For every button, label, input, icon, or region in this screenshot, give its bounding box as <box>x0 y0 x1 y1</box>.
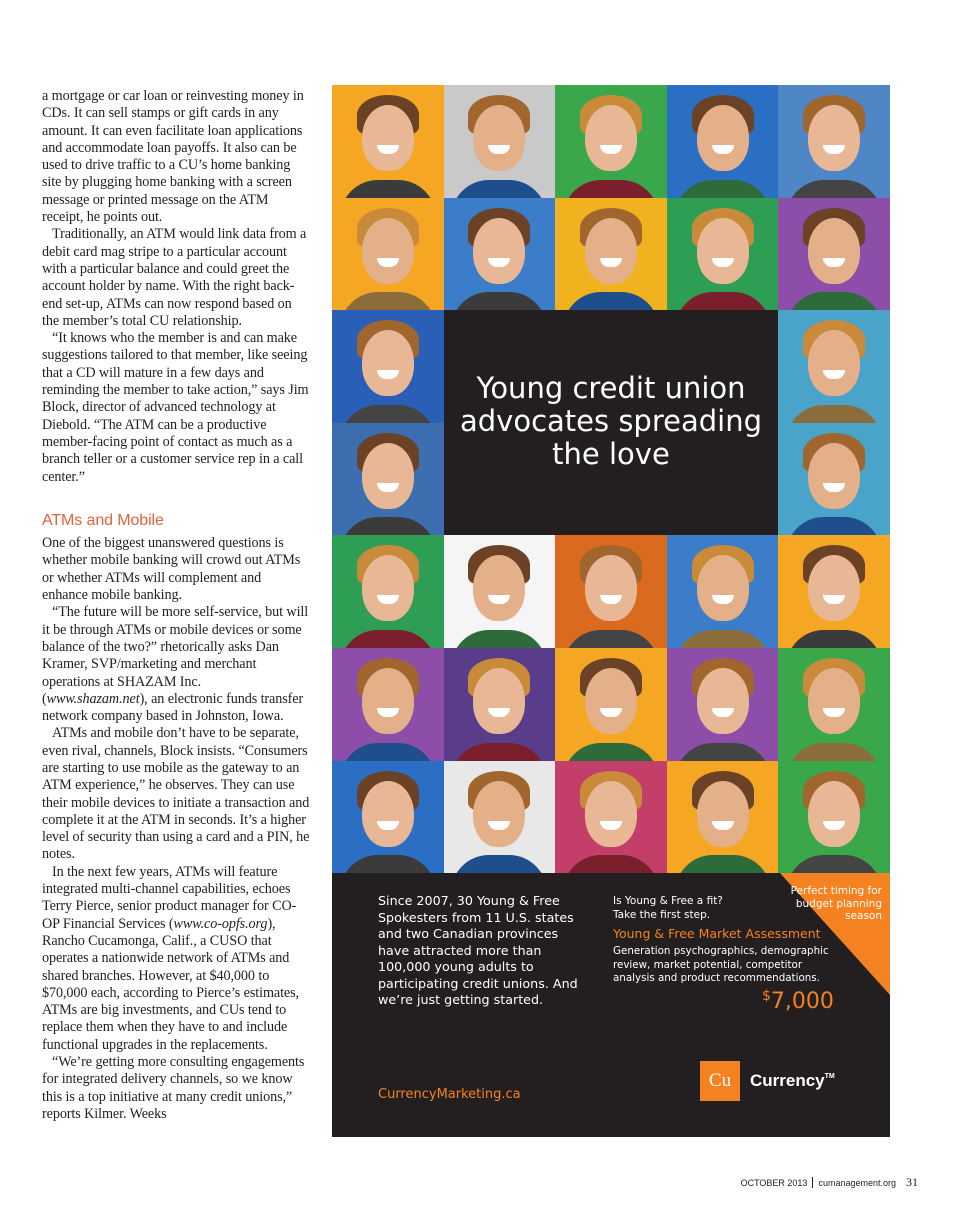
page-footer <box>741 1175 918 1190</box>
fit-line: Take the first step. <box>613 908 711 921</box>
spokester-photo <box>444 85 556 198</box>
price-symbol: $ <box>762 988 771 1004</box>
fit-question <box>613 895 793 922</box>
spokester-photo <box>332 198 444 311</box>
shazam-link[interactable]: www.shazam.net <box>46 690 140 707</box>
spokester-photo <box>444 648 556 761</box>
currency-advertisement <box>332 85 890 1137</box>
spokester-photo <box>778 761 890 874</box>
footer-site[interactable]: cumanagement.org <box>818 1178 896 1188</box>
spokester-photo <box>778 310 890 423</box>
spokester-photo <box>555 198 667 311</box>
ad-info-panel <box>332 873 890 1137</box>
spokester-photo <box>332 535 444 648</box>
assessment-title: Young & Free Market Assessment <box>613 926 821 941</box>
page-number: 31 <box>906 1175 918 1189</box>
article-text: In the next few years, ATMs will feature integrated multi-channel capabilities, echoes Terry Pierce, senior product manager for CO-OP Financial Services ( <box>42 863 297 932</box>
article-paragraph: Traditionally, an ATM would link data from a debit card mag stripe to a particular account with a particular balance and could greet the account holder by name. With the right back-end set-up, ATMs can now respond based on the member’s total CU relationship. <box>42 226 307 329</box>
spokester-photo <box>444 535 556 648</box>
spokester-photo <box>332 648 444 761</box>
spokester-photo <box>667 535 779 648</box>
currency-logo-icon: Cu <box>700 1061 740 1101</box>
currency-marketing-link[interactable]: CurrencyMarketing.ca <box>378 1087 521 1102</box>
section-heading: ATMs and Mobile <box>42 511 164 529</box>
article-paragraph <box>42 864 310 1054</box>
article-paragraph: “We’re getting more consulting engagements for integrated delivery channels, so we know this is a top initiative at many credit unions,” reports Kilmer. Weeks <box>42 1054 305 1122</box>
spokester-photo <box>332 85 444 198</box>
spokester-photo <box>332 761 444 874</box>
spokester-photo <box>778 648 890 761</box>
trademark-symbol: TM <box>824 1073 835 1080</box>
currency-logo-name <box>750 1071 835 1091</box>
spokester-photo <box>667 648 779 761</box>
spokester-photo <box>332 423 444 536</box>
spokester-photo <box>555 648 667 761</box>
spokester-photo <box>555 535 667 648</box>
fit-line: Is Young & Free a fit? <box>613 895 723 907</box>
spokester-photo <box>332 310 444 423</box>
issue-date: OCTOBER 2013 <box>740 1178 808 1188</box>
article-text: ), an electronic funds transfer network company based in Johnston, Iowa. <box>42 690 304 725</box>
spokester-photo <box>555 761 667 874</box>
article-paragraph: ATMs and mobile don’t have to be separate, even rival, channels, Block insists. “Consumers are starting to use mobile as the gateway to an ATM experience,” he observes. They can use their mobile devices to initiate a transaction and complete it at the ATM in seconds. It’s a higher level of security than using a card and a PIN, he notes. <box>42 725 310 863</box>
article-paragraph <box>42 604 310 725</box>
coop-link[interactable]: www.co-opfs.org <box>173 915 268 932</box>
spokester-photo <box>778 423 890 536</box>
spokester-photo <box>667 85 779 198</box>
spokester-photo <box>778 198 890 311</box>
spokester-photo <box>444 761 556 874</box>
article-column <box>42 88 310 1123</box>
article-paragraph: One of the biggest unanswered questions is whether mobile banking will crowd out ATMs or whether ATMs will complement and enhance mobile banking. <box>42 535 301 604</box>
spokester-photo <box>778 535 890 648</box>
spokester-photo <box>778 85 890 198</box>
price-value: 7,000 <box>770 989 834 1014</box>
spokester-photo <box>667 198 779 311</box>
headline-panel <box>444 310 779 535</box>
spokester-photo <box>555 85 667 198</box>
spokester-photo <box>444 198 556 311</box>
logo-wordmark: Currency <box>750 1071 825 1090</box>
spokester-photo <box>667 761 779 874</box>
article-paragraph: “It knows who the member is and can make suggestions tailored to that member, like seeing that a CD will mature in a few days and reminding the member to take action,” says Jim Block, director of advanced technology at Diebold. “The ATM can be a productive member-facing point of contact as much as a branch teller or a customer service rep in a call center.” <box>42 330 309 485</box>
ad-headline: Young credit union advocates spreading the love <box>459 371 762 471</box>
article-paragraph: a mortgage or car loan or reinvesting money in CDs. It can sell stamps or gift cards in any amount. It can even facilitate loan applications and accommodate loan payoffs. It also can be used to drive traffic to a CU’s home banking site by plugging home banking with a screen message or printed message on the ATM receipt, he points out. <box>42 88 304 226</box>
since-2007-text: Since 2007, 30 Young & Free Spokesters from 11 U.S. states and two Canadian provinces have attracted more than 100,000 young adults to participating credit unions. And we’re just getting started. <box>378 893 578 1007</box>
corner-banner-text: Perfect timing for budget planning season <box>790 885 882 923</box>
assessment-description: Generation psychographics, demographic review, market potential, competitor analysis and product recommendations. <box>613 945 829 984</box>
article-text: ), Rancho Cucamonga, Calif., a CUSO that operates a nationwide network of ATMs and shared branches. However, at $40,000 to $70,000 each, according to Pierce’s estimates, ATMs are big investments, and CUs tend to replace them when they have to and include functional upgrades in the replacements. <box>42 915 299 1053</box>
footer-divider <box>812 1177 813 1188</box>
article-text: “The future will be more self-service, but will it be through ATMs or mobile devices or some balance of the two?” rhetorically asks Dan Kramer, SVP/marketing and merchant operations at SHAZAM Inc. ( <box>42 604 309 707</box>
